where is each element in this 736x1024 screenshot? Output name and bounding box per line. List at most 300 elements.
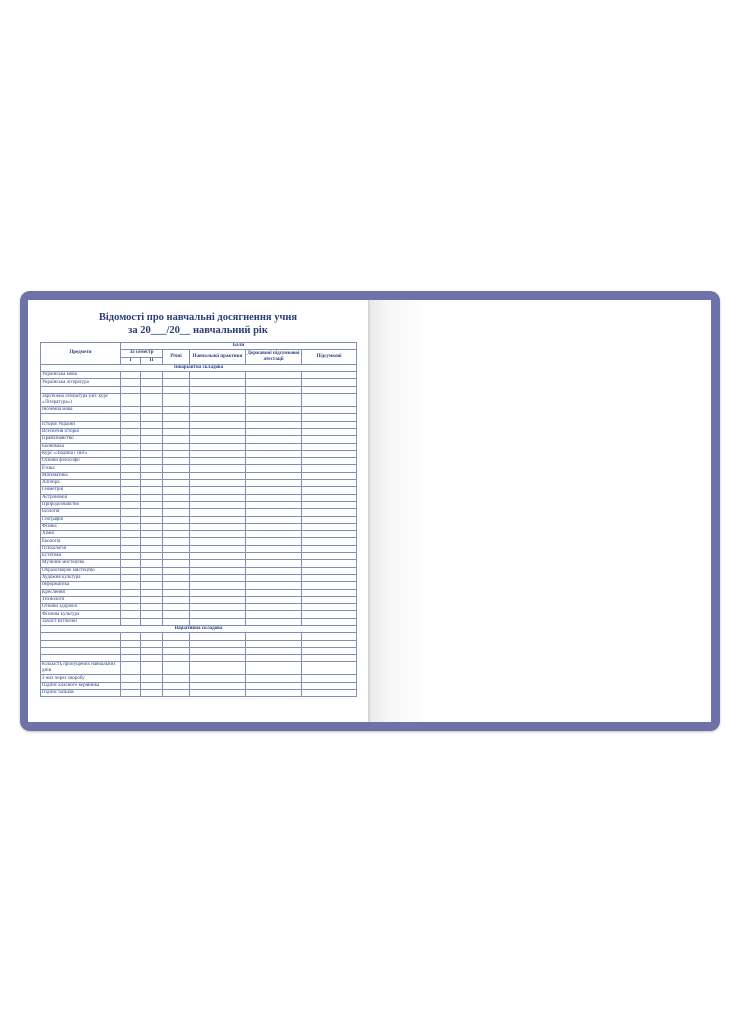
table-row [41,443,357,450]
subject-name: Алгебра [41,480,121,487]
right-page [369,300,711,722]
grade-cell [302,538,357,545]
subject-name: Захист Вітчизни [41,618,121,625]
grade-cell [246,611,302,618]
grade-cell [163,379,190,386]
grade-cell [246,407,302,414]
grade-cell [246,596,302,603]
grade-cell [141,675,163,682]
subject-name: Підпис батьків [41,690,121,697]
grade-cell [190,472,246,479]
grade-cell [163,472,190,479]
header-sem-2: II [141,357,163,364]
grade-cell [246,414,302,421]
grade-cell [190,553,246,560]
grade-cell [302,553,357,560]
table-row [41,647,357,654]
grade-cell [190,465,246,472]
subject-name: Основи здоров'я [41,604,121,611]
subject-name [41,633,121,640]
grade-cell [141,538,163,545]
subject-name [41,655,121,662]
grade-cell [302,421,357,428]
grade-cell [302,386,357,393]
grade-cell [121,538,141,545]
grade-cell [246,428,302,435]
grade-cell [246,443,302,450]
grade-cell [141,647,163,654]
grade-cell [190,582,246,589]
grade-cell [246,682,302,689]
header-annual: Річні [163,350,190,365]
grade-cell [141,682,163,689]
grades-table [40,342,357,697]
grade-cell [141,458,163,465]
grade-cell [246,487,302,494]
subject-name: Географія [41,516,121,523]
grade-cell [190,567,246,574]
subject-name: Музичне мистецтво [41,560,121,567]
grade-cell [302,372,357,379]
subject-name [41,647,121,654]
subject-name: Екологія [41,538,121,545]
grade-cell [121,640,141,647]
grade-cell [302,414,357,421]
table-row [41,436,357,443]
grade-cell [190,480,246,487]
subject-name: Історія України [41,421,121,428]
grade-cell [246,538,302,545]
grade-cell [302,531,357,538]
grade-cell [163,407,190,414]
grade-cell [141,618,163,625]
table-row [41,640,357,647]
grade-cell [141,494,163,501]
grade-cell [190,516,246,523]
grade-cell [141,386,163,393]
grade-cell [302,596,357,603]
grade-cell [121,523,141,530]
grade-cell [246,567,302,574]
grade-cell [190,494,246,501]
grade-cell [246,690,302,697]
grade-cell [302,394,357,407]
table-row [41,421,357,428]
table-row [41,394,357,407]
grade-cell [141,640,163,647]
grade-cell [190,690,246,697]
grade-cell [190,407,246,414]
table-row [41,472,357,479]
grade-cell [163,480,190,487]
grade-cell [121,386,141,393]
subject-name: Природознавство [41,501,121,508]
grade-cell [302,560,357,567]
grade-cell [121,618,141,625]
header-semester: За семестр [121,350,163,357]
grade-cell [190,662,246,675]
grade-cell [121,596,141,603]
table-row [41,675,357,682]
grade-cell [246,494,302,501]
grade-cell [163,494,190,501]
grade-cell [141,589,163,596]
grade-cell [163,538,190,545]
grade-cell [121,450,141,457]
subject-name: Етика [41,465,121,472]
subject-name: Фізична культура [41,611,121,618]
table-row [41,633,357,640]
grade-cell [302,589,357,596]
grade-cell [246,640,302,647]
grade-cell [190,487,246,494]
grade-cell [163,567,190,574]
table-row [41,553,357,560]
grade-cell [141,436,163,443]
grade-cell [141,553,163,560]
grade-cell [190,596,246,603]
grade-cell [121,611,141,618]
grade-cell [163,662,190,675]
grade-cell [163,618,190,625]
grade-cell [246,509,302,516]
grade-cell [302,487,357,494]
grade-cell [190,574,246,581]
grade-cell [141,662,163,675]
grade-cell [163,582,190,589]
grade-cell [190,675,246,682]
grade-cell [302,647,357,654]
grade-cell [121,372,141,379]
subject-name: Підпис класного керівника [41,682,121,689]
table-row [41,414,357,421]
grade-cell [302,633,357,640]
grade-cell [190,523,246,530]
subject-name: Економіка [41,443,121,450]
grade-cell [141,574,163,581]
subject-name [41,414,121,421]
subject-name: Українська мова [41,372,121,379]
grade-cell [163,428,190,435]
table-row [41,523,357,530]
table-row [41,567,357,574]
table-row [41,596,357,603]
grade-cell [246,523,302,530]
title-line-1: Відомості про навчальні досягнення учня [98,312,298,323]
subject-name: Кількість пропущених навчальних днів [41,662,121,675]
table-row [41,538,357,545]
table-row [41,428,357,435]
grade-cell [190,538,246,545]
grade-cell [141,428,163,435]
grade-cell [302,379,357,386]
grade-cell [302,567,357,574]
grade-cell [141,372,163,379]
table-row [41,662,357,675]
header-final: Підсумкові [302,350,357,365]
grade-cell [141,501,163,508]
grade-cell [246,589,302,596]
grade-cell [121,407,141,414]
subject-name: Технології [41,596,121,603]
grade-cell [302,465,357,472]
grade-cell [246,421,302,428]
grade-cell [190,421,246,428]
subject-name: Іноземна мова [41,407,121,414]
grade-cell [163,655,190,662]
grade-cell [121,690,141,697]
subject-name: Математика [41,472,121,479]
grade-cell [121,436,141,443]
grade-cell [121,516,141,523]
table-row [41,604,357,611]
grade-cell [302,407,357,414]
grade-cell [246,516,302,523]
grade-cell [246,604,302,611]
title-line-2: за 20___/20__ навчальний рік [128,325,268,336]
grade-cell [121,662,141,675]
grade-cell [302,640,357,647]
grade-cell [190,560,246,567]
grade-cell [163,458,190,465]
grade-cell [246,458,302,465]
table-row [41,465,357,472]
grade-cell [121,682,141,689]
grade-cell [141,465,163,472]
grade-cell [246,386,302,393]
grade-cell [141,407,163,414]
grade-cell [302,450,357,457]
grade-cell [190,372,246,379]
header-state-exam: Державної підсумкової атестації [246,350,302,365]
grade-cell [190,604,246,611]
subject-name: Психологія [41,545,121,552]
section-variative-label: Варіативна складова [41,625,357,632]
grade-cell [141,450,163,457]
grade-cell [121,531,141,538]
grade-cell [190,501,246,508]
grade-cell [163,640,190,647]
grade-cell [163,516,190,523]
grade-cell [190,647,246,654]
grade-cell [121,647,141,654]
table-row [41,682,357,689]
table-row [41,494,357,501]
grade-cell [141,472,163,479]
grade-cell [302,480,357,487]
table-row [41,531,357,538]
subject-name: Астрономія [41,494,121,501]
header-grades: Бали [121,343,357,350]
grade-cell [302,509,357,516]
grade-cell [246,472,302,479]
grade-cell [246,480,302,487]
grade-cell [190,611,246,618]
grade-cell [121,582,141,589]
header-subjects: Предмети [41,343,121,365]
grade-cell [163,682,190,689]
section-invariant [41,364,357,371]
table-row [41,501,357,508]
grade-cell [121,501,141,508]
grade-cell [121,379,141,386]
grade-cell [163,372,190,379]
grade-cell [121,545,141,552]
grade-cell [121,574,141,581]
grade-cell [141,421,163,428]
grade-cell [246,633,302,640]
grade-cell [121,560,141,567]
grade-cell [302,501,357,508]
grade-cell [246,379,302,386]
grade-cell [141,509,163,516]
grade-cell [141,545,163,552]
grade-cell [121,675,141,682]
grade-cell [302,574,357,581]
subject-name [41,640,121,647]
grade-cell [121,633,141,640]
table-row [41,690,357,697]
grade-cell [302,604,357,611]
grade-cell [302,428,357,435]
subject-name: Естетика [41,553,121,560]
subject-name: Художня культура [41,574,121,581]
grade-cell [190,394,246,407]
grade-cell [246,574,302,581]
grade-cell [121,487,141,494]
grade-cell [141,690,163,697]
grade-cell [141,611,163,618]
grade-cell [163,421,190,428]
grade-cell [141,516,163,523]
grade-cell [141,394,163,407]
grade-cell [302,618,357,625]
table-row [41,372,357,379]
grade-cell [190,640,246,647]
grade-cell [163,633,190,640]
grade-cell [302,655,357,662]
grade-cell [246,662,302,675]
table-row [41,386,357,393]
subject-name: Креслення [41,589,121,596]
grade-cell [190,509,246,516]
grade-cell [141,567,163,574]
grade-cell [141,480,163,487]
table-row [41,516,357,523]
grade-cell [163,394,190,407]
grade-cell [121,589,141,596]
grade-cell [141,596,163,603]
table-row [41,487,357,494]
grade-cell [190,655,246,662]
grade-cell [121,480,141,487]
grade-cell [163,386,190,393]
grade-cell [121,553,141,560]
grade-cell [163,487,190,494]
page-title [28,311,368,337]
grade-cell [190,589,246,596]
subject-name: Інформатика [41,582,121,589]
grade-cell [163,443,190,450]
grade-cell [246,618,302,625]
subject-name: Правознавство [41,436,121,443]
grade-cell [246,394,302,407]
table-row [41,574,357,581]
grade-cell [121,472,141,479]
grade-cell [163,611,190,618]
grade-cell [246,436,302,443]
table-row [41,407,357,414]
grade-cell [141,582,163,589]
grade-cell [163,596,190,603]
grade-cell [190,379,246,386]
grade-cell [121,414,141,421]
grade-cell [190,618,246,625]
grade-cell [121,567,141,574]
table-row [41,611,357,618]
grade-cell [246,450,302,457]
grade-cell [163,647,190,654]
grade-cell [121,421,141,428]
grade-cell [163,545,190,552]
grade-cell [141,523,163,530]
subject-name: З них через хворобу [41,675,121,682]
grade-cell [246,465,302,472]
grade-cell [163,690,190,697]
grade-cell [302,516,357,523]
subject-name: Хімія [41,531,121,538]
table-row [41,509,357,516]
grade-cell [246,501,302,508]
grade-cell [302,436,357,443]
grade-cell [163,501,190,508]
table-row [41,589,357,596]
grade-cell [121,428,141,435]
grade-cell [246,655,302,662]
grade-cell [121,465,141,472]
subject-name: Курс «Людина і світ» [41,450,121,457]
grade-cell [141,633,163,640]
grade-cell [246,553,302,560]
table-row [41,458,357,465]
header-row-1 [41,343,357,350]
grade-cell [246,675,302,682]
grade-cell [302,472,357,479]
subject-name: Українська література [41,379,121,386]
grade-cell [302,494,357,501]
grade-cell [190,428,246,435]
grade-cell [163,675,190,682]
subject-name: Образотворче мистецтво [41,567,121,574]
table-row [41,545,357,552]
grade-cell [190,545,246,552]
grade-cell [163,589,190,596]
grade-cell [121,394,141,407]
grade-cell [141,379,163,386]
grade-cell [121,604,141,611]
subject-name [41,386,121,393]
grade-cell [246,545,302,552]
grade-cell [163,604,190,611]
page-spine [368,300,370,722]
grade-cell [190,633,246,640]
grade-cell [163,560,190,567]
grade-cell [246,531,302,538]
table-row [41,582,357,589]
grade-cell [190,414,246,421]
table-row [41,655,357,662]
grade-cell [302,611,357,618]
